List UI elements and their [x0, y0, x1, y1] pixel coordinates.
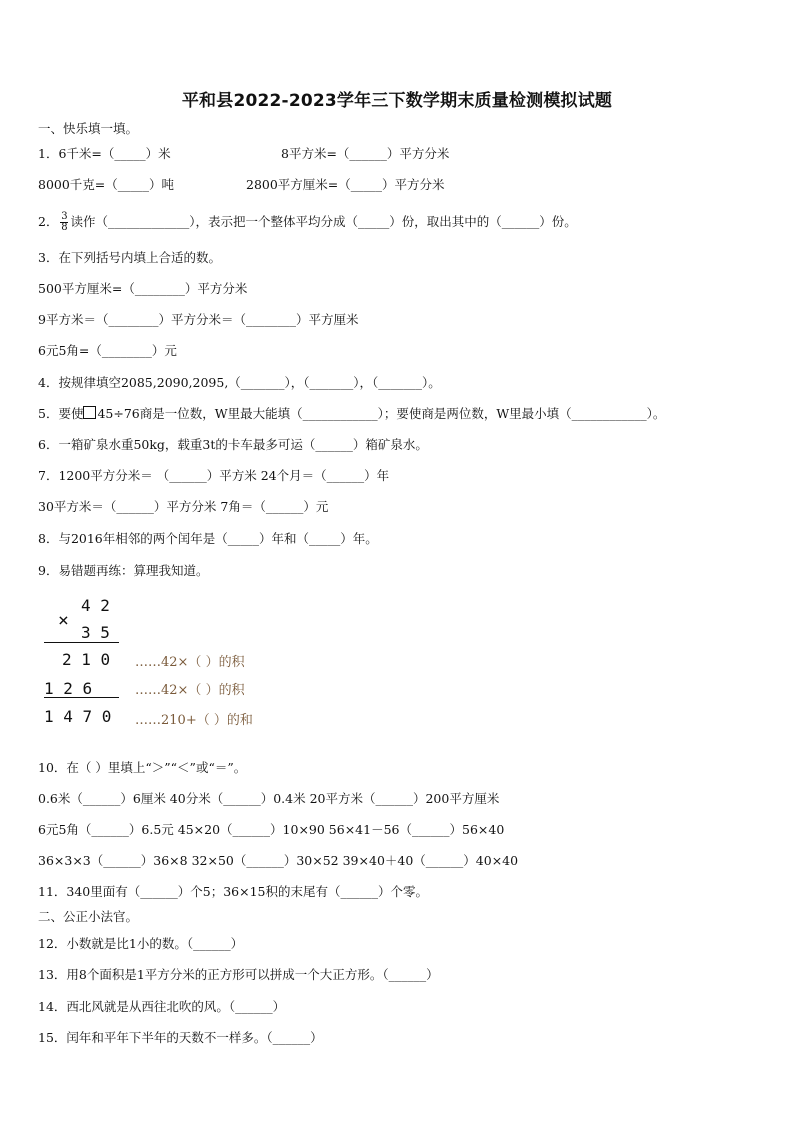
question-2 [38, 212, 577, 233]
partial-product-1: 2 1 0 [62, 650, 111, 669]
question-11: 11．340里面有（______）个5；36×15积的末尾有（______）个零。 [38, 884, 429, 899]
question-10a: 0.6米（______）6厘米 40分米（______）0.4米 20平方米（______）200平方厘米 [38, 791, 500, 806]
q2-number: 2． [38, 214, 59, 229]
question-3b: 9平方米＝（________）平方分米＝（________）平方厘米 [38, 312, 359, 327]
question-8: 8．与2016年相邻的两个闰年是（_____）年和（_____）年。 [38, 531, 378, 546]
times-sign: × [58, 610, 69, 631]
page-title: 平和县2022-2023学年三下数学期末质量检测模拟试题 [181, 91, 613, 111]
hint-3: ……210+（ ）的和 [135, 713, 253, 728]
multiplicand: 4 2 [81, 596, 110, 615]
fraction [60, 212, 68, 233]
fraction-denominator: 8 [61, 222, 68, 233]
q5-text: 45÷76商是一位数，W里最大能填（____________）；要使商是两位数，W里最小填（____________）。 [97, 406, 666, 421]
question-7a: 7．1200平方分米＝ （______）平方米 24个月＝（______）年 [38, 468, 390, 483]
section-1-heading: 一、快乐填一填。 [38, 121, 139, 136]
question-3c: 6元5角=（________）元 [38, 343, 177, 358]
question-1b: 8平方米=（______）平方分米 [281, 146, 450, 161]
fraction-numerator: 3 [61, 211, 68, 222]
question-9: 9．易错题再练：算理我知道。 [38, 563, 209, 578]
question-3: 3．在下列括号内填上合适的数。 [38, 250, 221, 265]
hint-1: ……42×（ ）的积 [135, 655, 245, 670]
multiplier: 3 5 [81, 623, 110, 642]
question-10b: 6元5角（______）6.5元 45×20（______）10×90 56×41－56（______）56×40 [38, 822, 505, 837]
question-7b: 30平方米＝（______）平方分米 7角＝（______）元 [38, 499, 329, 514]
question-3a: 500平方厘米=（________）平方分米 [38, 281, 248, 296]
question-1d: 2800平方厘米=（_____）平方分米 [246, 177, 445, 192]
partial-product-2: 1 2 6 [44, 679, 93, 698]
question-13: 13．用8个面积是1平方分米的正方形可以拼成一个大正方形。（______） [38, 967, 439, 982]
question-1c: 8000千克=（_____）吨 [38, 177, 175, 192]
question-5 [38, 406, 665, 422]
rule-line-2 [44, 697, 119, 698]
question-6: 6．一箱矿泉水重50kg，载重3t的卡车最多可运（______）箱矿泉水。 [38, 437, 428, 452]
question-10: 10．在（ ）里填上“＞”“＜”或“＝”。 [38, 760, 247, 775]
q5-number: 5．要使 [38, 406, 84, 421]
question-14: 14．西北风就是从西往北吹的风。（______） [38, 999, 286, 1014]
section-2-heading: 二、公正小法官。 [38, 909, 139, 924]
question-10c: 36×3×3（______）36×8 32×50（______）30×52 39×40＋40（______）40×40 [38, 853, 519, 868]
question-15: 15．闰年和平年下半年的天数不一样多。（______） [38, 1030, 323, 1045]
question-4: 4．按规律填空2085,2090,2095,（_______），（_______），（_______）。 [38, 375, 441, 390]
rule-line-1 [44, 642, 119, 643]
q2-text: 读作（_____________），表示把一个整体平均分成（_____）份，取出其中的（______）份。 [70, 214, 577, 229]
blank-square-icon [83, 406, 96, 419]
hint-2: ……42×（ ）的积 [135, 683, 245, 698]
question-1a: 1．6千米=（_____）米 [38, 146, 171, 161]
final-product: 1 4 7 0 [44, 707, 112, 726]
question-12: 12．小数就是比1小的数。（______） [38, 936, 244, 951]
